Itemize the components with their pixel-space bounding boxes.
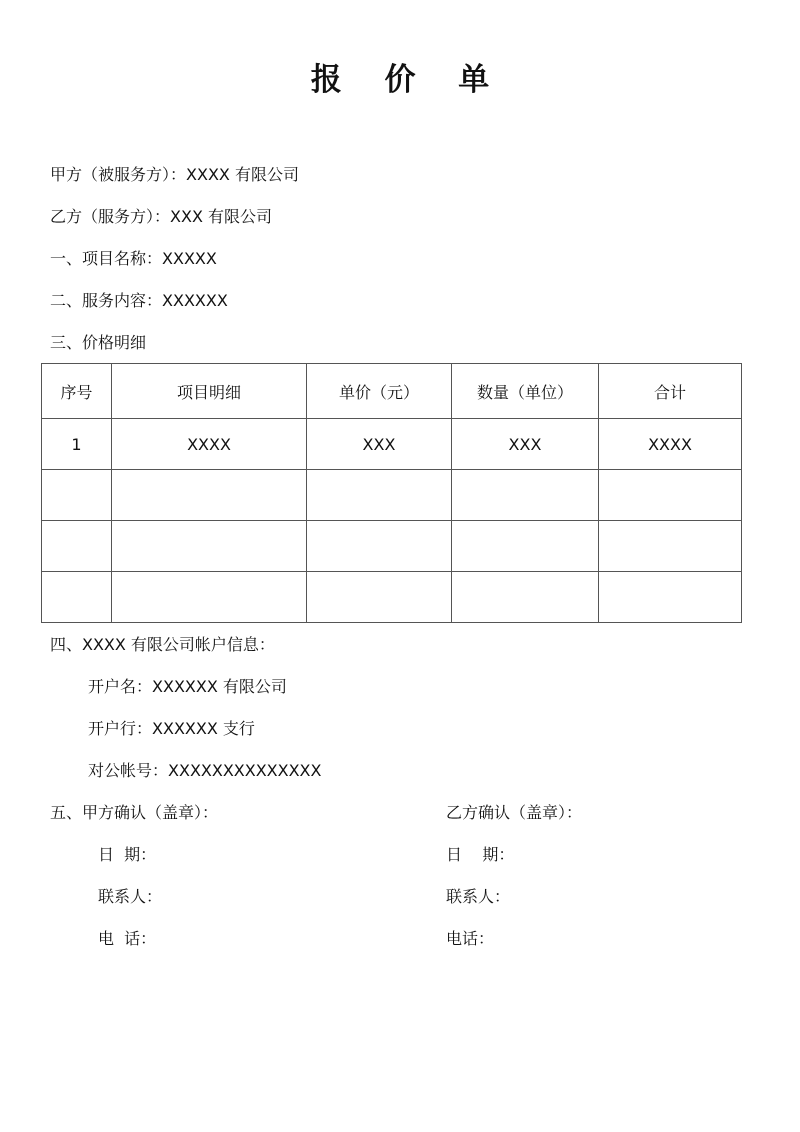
table-cell xyxy=(599,521,742,572)
account-number-label: 对公帐号： xyxy=(88,761,169,780)
party-b-confirm-heading: 乙方确认（盖章）： xyxy=(446,803,583,822)
table-cell: 1 xyxy=(42,419,112,470)
account-holder-value: XXXXXX 有限公司 xyxy=(152,677,287,696)
account-bank-line xyxy=(88,719,255,739)
table-cell xyxy=(452,521,599,572)
table-cell xyxy=(42,521,112,572)
table-cell xyxy=(112,470,307,521)
account-bank-value: XXXXXX 支行 xyxy=(152,719,255,738)
party-a-line xyxy=(50,165,299,185)
table-cell: XXXX xyxy=(112,419,307,470)
party-a-value: XXXX 有限公司 xyxy=(186,165,299,184)
service-content-value: XXXXXX xyxy=(162,291,228,310)
price-detail-heading: 三、价格明细 xyxy=(50,333,147,352)
header-quantity: 数量（单位） xyxy=(452,364,599,419)
header-index: 序号 xyxy=(42,364,112,419)
table-row xyxy=(42,419,742,470)
table-cell xyxy=(307,470,452,521)
table-cell xyxy=(307,521,452,572)
party-b-contact-label: 联系人： xyxy=(446,887,511,906)
account-holder-line xyxy=(88,677,287,697)
table-cell: XXXX xyxy=(599,419,742,470)
table-row xyxy=(42,470,742,521)
account-number-line xyxy=(88,761,321,781)
project-name-label: 一、项目名称： xyxy=(50,249,163,268)
table-cell xyxy=(599,470,742,521)
table-cell xyxy=(42,470,112,521)
account-heading: 四、XXXX 有限公司帐户信息： xyxy=(50,635,275,654)
table-cell xyxy=(599,572,742,623)
service-content-line xyxy=(50,291,228,311)
table-row xyxy=(42,521,742,572)
table-cell xyxy=(42,572,112,623)
header-item: 项目明细 xyxy=(112,364,307,419)
party-a-date-label: 日 期： xyxy=(98,845,157,864)
party-b-phone-label: 电话： xyxy=(446,929,495,948)
table-cell: XXX xyxy=(307,419,452,470)
service-content-label: 二、服务内容： xyxy=(50,291,163,310)
page-title: 报 价 单 xyxy=(310,62,506,98)
party-a-confirm-heading: 五、甲方确认（盖章）： xyxy=(50,803,219,822)
party-b-label: 乙方（服务方）： xyxy=(50,207,171,226)
project-name-value: XXXXX xyxy=(162,249,217,268)
party-a-contact-label: 联系人： xyxy=(98,887,163,906)
header-total: 合计 xyxy=(599,364,742,419)
account-bank-label: 开户行： xyxy=(88,719,153,738)
party-b-value: XXX 有限公司 xyxy=(170,207,272,226)
price-table xyxy=(41,363,742,623)
table-header-row xyxy=(42,364,742,419)
project-name-line xyxy=(50,249,217,269)
header-unit-price: 单价（元） xyxy=(307,364,452,419)
table-cell xyxy=(452,572,599,623)
table-cell xyxy=(112,521,307,572)
account-holder-label: 开户名： xyxy=(88,677,153,696)
table-cell: XXX xyxy=(452,419,599,470)
table-cell xyxy=(452,470,599,521)
account-number-value: XXXXXXXXXXXXXX xyxy=(168,761,322,780)
table-row xyxy=(42,572,742,623)
table-cell xyxy=(307,572,452,623)
party-a-phone-label: 电 话： xyxy=(98,929,157,948)
table-cell xyxy=(112,572,307,623)
party-b-line xyxy=(50,207,272,227)
party-b-date-label: 日 期： xyxy=(446,845,515,864)
party-a-label: 甲方（被服务方）： xyxy=(50,165,187,184)
